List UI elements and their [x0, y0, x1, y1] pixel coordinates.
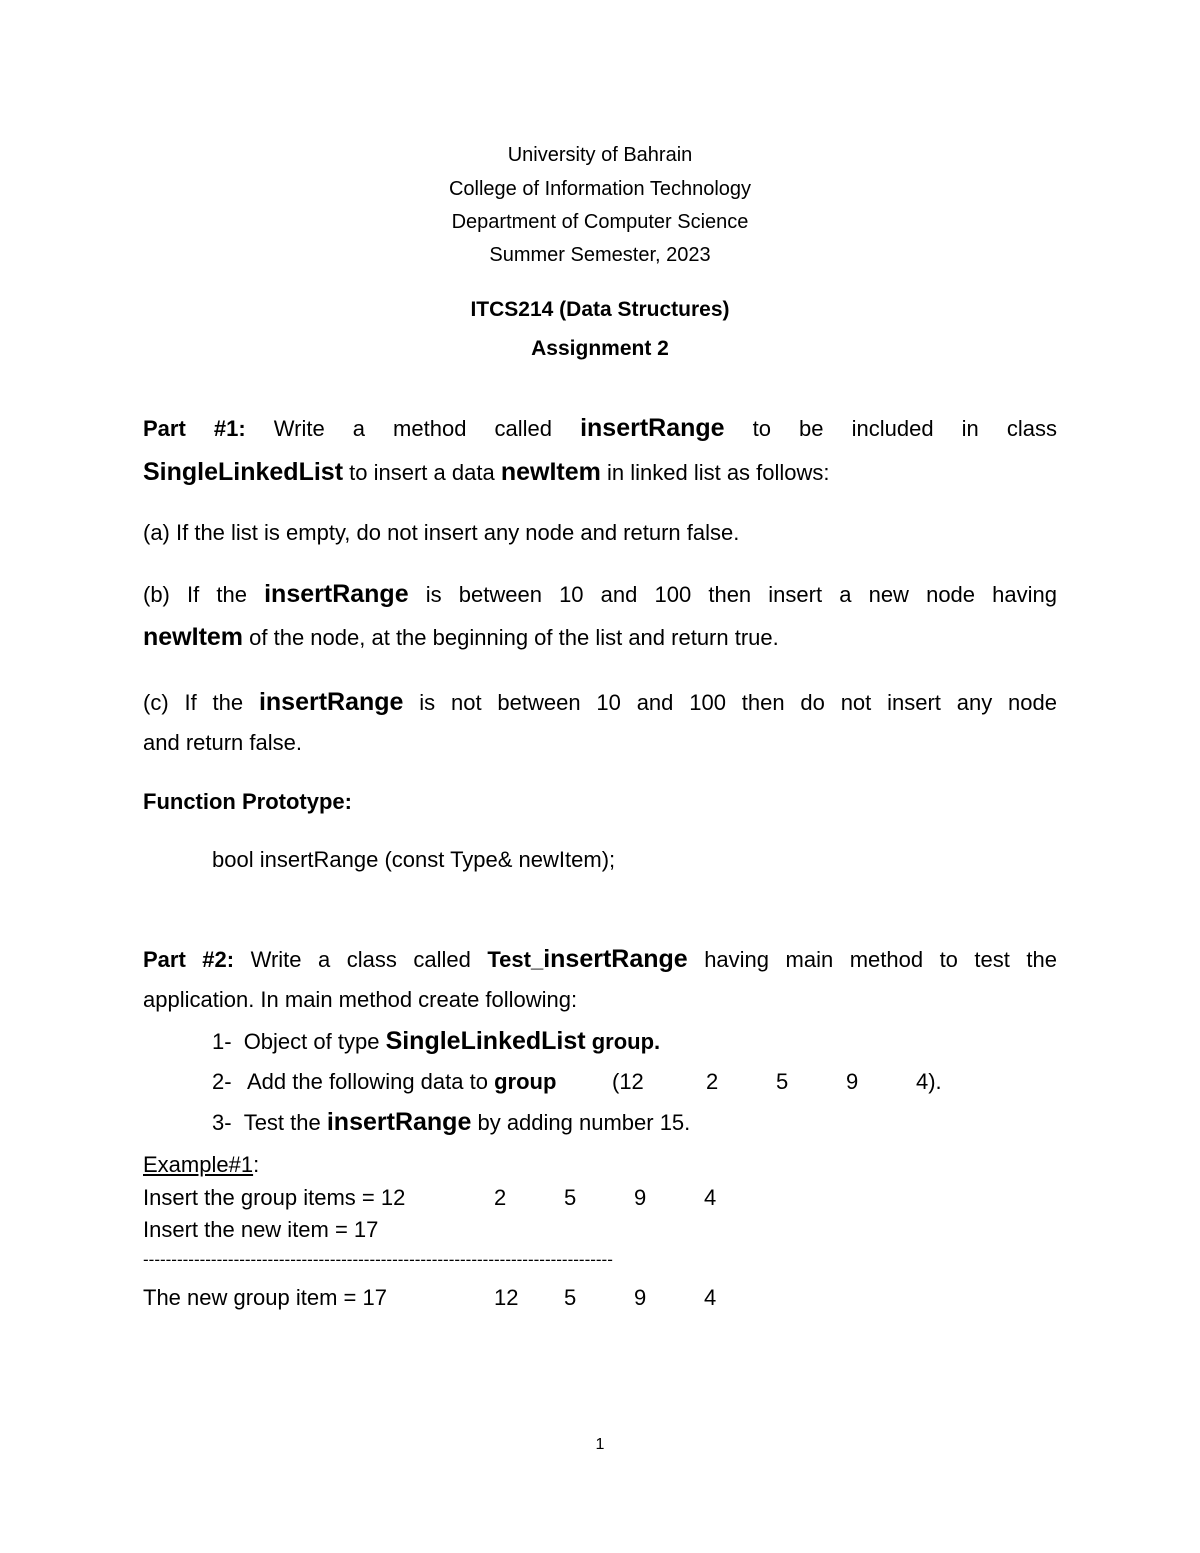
group-value: 5: [776, 1069, 789, 1094]
example-value: 9: [634, 1285, 647, 1310]
example-result-row: [143, 1285, 743, 1315]
part1-text-b: to be included in class: [752, 416, 1057, 441]
condition-b-rest: of the node, at the beginning of the list and return true.: [249, 625, 779, 650]
step-number: 3-: [212, 1110, 232, 1135]
part2-text-b: having main method to test the: [704, 947, 1057, 972]
condition-c-text: is not between 10 and 100 then do not insert any node: [419, 690, 1057, 715]
step-2: [212, 1069, 972, 1101]
example-result-label: The new group item = 17: [143, 1285, 387, 1310]
part1-text-a: Write a method called: [273, 416, 552, 441]
example-value: 4: [704, 1185, 717, 1210]
step-text: Add the following data to: [247, 1069, 488, 1094]
class-name: SingleLinkedList: [385, 1027, 586, 1055]
example-value: 4: [704, 1285, 717, 1310]
department-name: Department of Computer Science: [451, 211, 749, 233]
part1-line1: [143, 414, 1057, 443]
step-3: [212, 1108, 690, 1137]
test-class-prefix: Test_: [487, 947, 544, 972]
university-name: University of Bahrain: [507, 144, 693, 166]
college-name: College of Information Technology: [448, 178, 752, 200]
group-value: 9: [846, 1069, 859, 1094]
part2-text-a: Write a class called: [250, 947, 471, 972]
example-group-row: [143, 1185, 743, 1215]
item-name: newItem: [500, 458, 601, 486]
assignment-title: Assignment 2: [531, 337, 669, 360]
group-name: group: [494, 1069, 557, 1094]
condition-a: (a) If the list is empty, do not insert any node and return false.: [143, 520, 740, 545]
group-name: group.: [591, 1029, 661, 1054]
method-name: insertRange: [580, 414, 725, 442]
example-label: [143, 1152, 259, 1178]
part1-label: Part #1:: [143, 416, 246, 441]
example-value: 12: [494, 1285, 519, 1310]
condition-c-line2: and return false.: [143, 730, 302, 755]
step-1: [212, 1027, 660, 1056]
condition-c-line1: [143, 688, 1057, 717]
example-value: 2: [494, 1185, 507, 1210]
step-text-wrap: [247, 1069, 556, 1095]
example-separator: -----------------------------------------------------------------------------------: [143, 1250, 613, 1269]
prototype-label: Function Prototype:: [143, 789, 352, 814]
part2-line2: application. In main method create following:: [143, 987, 578, 1012]
example-value: 5: [564, 1185, 577, 1210]
step-text: Object of type: [243, 1029, 380, 1054]
group-value: (12: [612, 1069, 644, 1094]
method-name: insertRange: [258, 688, 404, 716]
step-number: 2-: [212, 1069, 232, 1094]
condition-b-line2: [143, 623, 779, 652]
example-new-item: Insert the new item = 17: [143, 1217, 379, 1242]
function-prototype: bool insertRange (const Type& newItem);: [212, 847, 616, 872]
part2-line1: [143, 945, 1057, 974]
part1-text-c: to insert a data: [349, 460, 495, 485]
condition-b-text: is between 10 and 100 then insert a new node having: [425, 582, 1057, 607]
part1-line2: [143, 458, 830, 487]
test-class-method: insertRange: [543, 945, 688, 973]
example-colon: :: [253, 1152, 260, 1177]
part1-text-d: in linked list as follows:: [606, 460, 830, 485]
class-name: SingleLinkedList: [143, 458, 344, 486]
example-value: 9: [634, 1185, 647, 1210]
example-value: 5: [564, 1285, 577, 1310]
condition-b-prefix: (b) If the: [143, 582, 247, 607]
course-title: ITCS214 (Data Structures): [470, 298, 730, 321]
method-name: insertRange: [326, 1108, 472, 1136]
group-value: 2: [706, 1069, 719, 1094]
semester: Summer Semester, 2023: [489, 244, 711, 266]
condition-c-prefix: (c) If the: [143, 690, 244, 715]
example-group-label: Insert the group items = 12: [143, 1185, 406, 1210]
page-number: 1: [595, 1436, 605, 1453]
part2-label: Part #2:: [143, 947, 235, 972]
condition-b-line1: [143, 580, 1057, 609]
example-title: Example#1: [143, 1152, 254, 1177]
group-value: 4).: [916, 1069, 942, 1094]
step-text: by adding number 15.: [477, 1110, 691, 1135]
method-name: insertRange: [264, 580, 409, 608]
item-name: newItem: [143, 623, 244, 651]
step-text: Test the: [243, 1110, 321, 1135]
step-number: 1-: [212, 1029, 232, 1054]
